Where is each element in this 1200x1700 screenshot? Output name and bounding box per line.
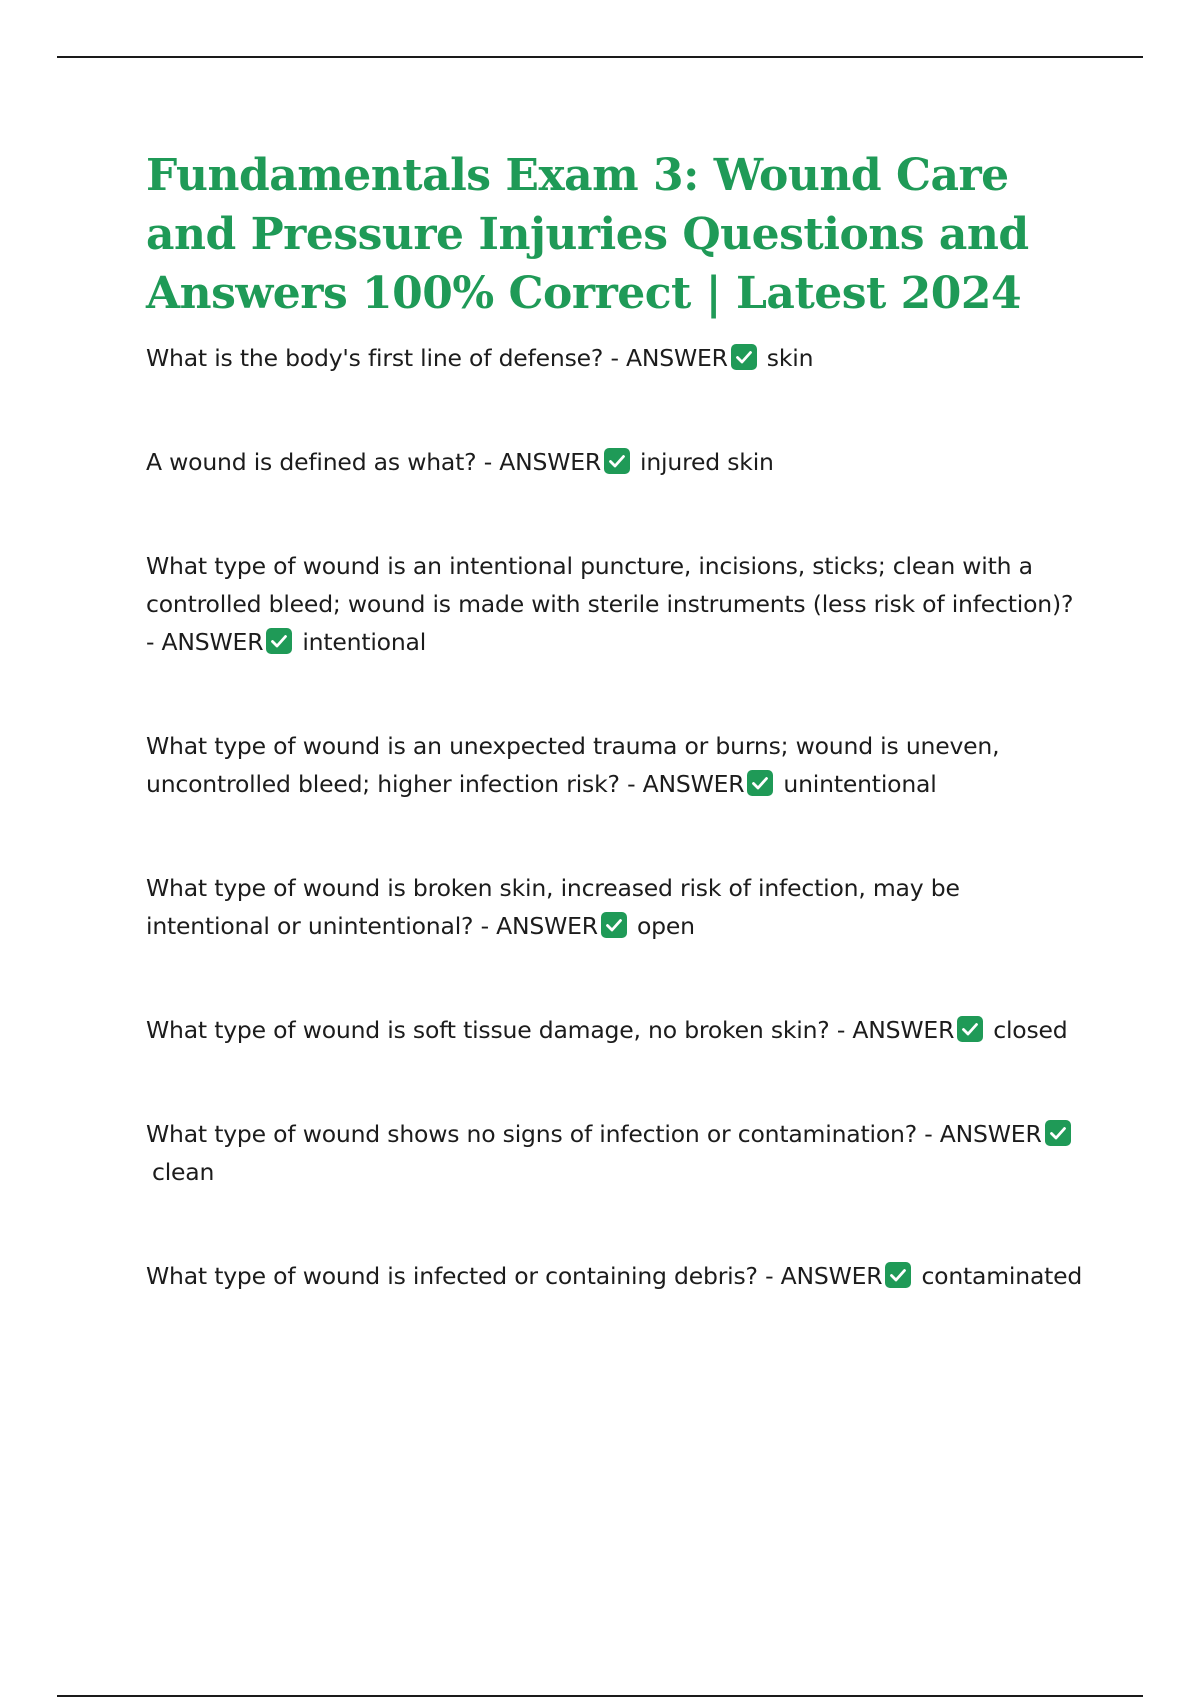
check-mark-icon [747, 769, 773, 795]
answer-marker: - ANSWER [483, 448, 602, 476]
check-mark-icon [601, 911, 627, 937]
check-mark-icon [266, 627, 292, 653]
answer-marker: - ANSWER [146, 628, 264, 656]
question-text: A wound is defined as what? [146, 448, 477, 476]
answer-marker: - ANSWER [765, 1262, 883, 1290]
document-title: Fundamentals Exam 3: Wound Care and Pressure Injuries Questions and Answers 100% Correct | Latest 2024 [146, 150, 1029, 319]
question-text: What type of wound is soft tissue damage, no broken skin? [146, 1016, 830, 1044]
check-mark-icon [957, 1015, 983, 1041]
answer-marker: - ANSWER [924, 1120, 1042, 1148]
answer-text: injured skin [640, 448, 774, 476]
check-mark-icon [604, 447, 630, 473]
question-text: What type of wound shows no signs of infection or contamination? [146, 1120, 917, 1148]
answer-marker: - ANSWER [610, 344, 728, 372]
question-text: What type of wound is an unexpected trauma or burns; wound is uneven, uncontrolled bleed; higher infection risk? [146, 732, 1000, 798]
top-divider [57, 56, 1143, 58]
qa-item [146, 547, 1086, 661]
qa-item [146, 339, 1086, 377]
qa-item [146, 443, 1086, 481]
answer-text: clean [152, 1158, 215, 1186]
answer-text: intentional [302, 628, 427, 656]
question-text: What is the body's first line of defense? [146, 344, 604, 372]
question-text: What type of wound is infected or containing debris? [146, 1262, 758, 1290]
qa-item [146, 1257, 1086, 1295]
answer-marker: - ANSWER [480, 912, 598, 940]
qa-item [146, 727, 1086, 803]
check-mark-icon [731, 343, 757, 369]
qa-list [146, 339, 1086, 1295]
qa-item [146, 1011, 1086, 1049]
answer-text: closed [993, 1016, 1068, 1044]
answer-text: open [636, 912, 695, 940]
qa-item [146, 1115, 1086, 1191]
question-text: What type of wound is an intentional puncture, incisions, sticks; clean with a controlled bleed; wound is made with sterile instruments (less risk of infection)? [146, 552, 1074, 618]
qa-item [146, 869, 1086, 945]
question-text: What type of wound is broken skin, increased risk of infection, may be intentional or unintentional? [146, 874, 960, 940]
check-mark-icon [1045, 1119, 1071, 1145]
document-body [146, 146, 1086, 1361]
answer-marker: - ANSWER [627, 770, 745, 798]
answer-text: unintentional [783, 770, 937, 798]
answer-marker: - ANSWER [836, 1016, 955, 1044]
check-mark-icon [885, 1261, 911, 1287]
answer-text: skin [766, 344, 814, 372]
bottom-divider [57, 1695, 1143, 1697]
answer-text: contaminated [921, 1262, 1083, 1290]
